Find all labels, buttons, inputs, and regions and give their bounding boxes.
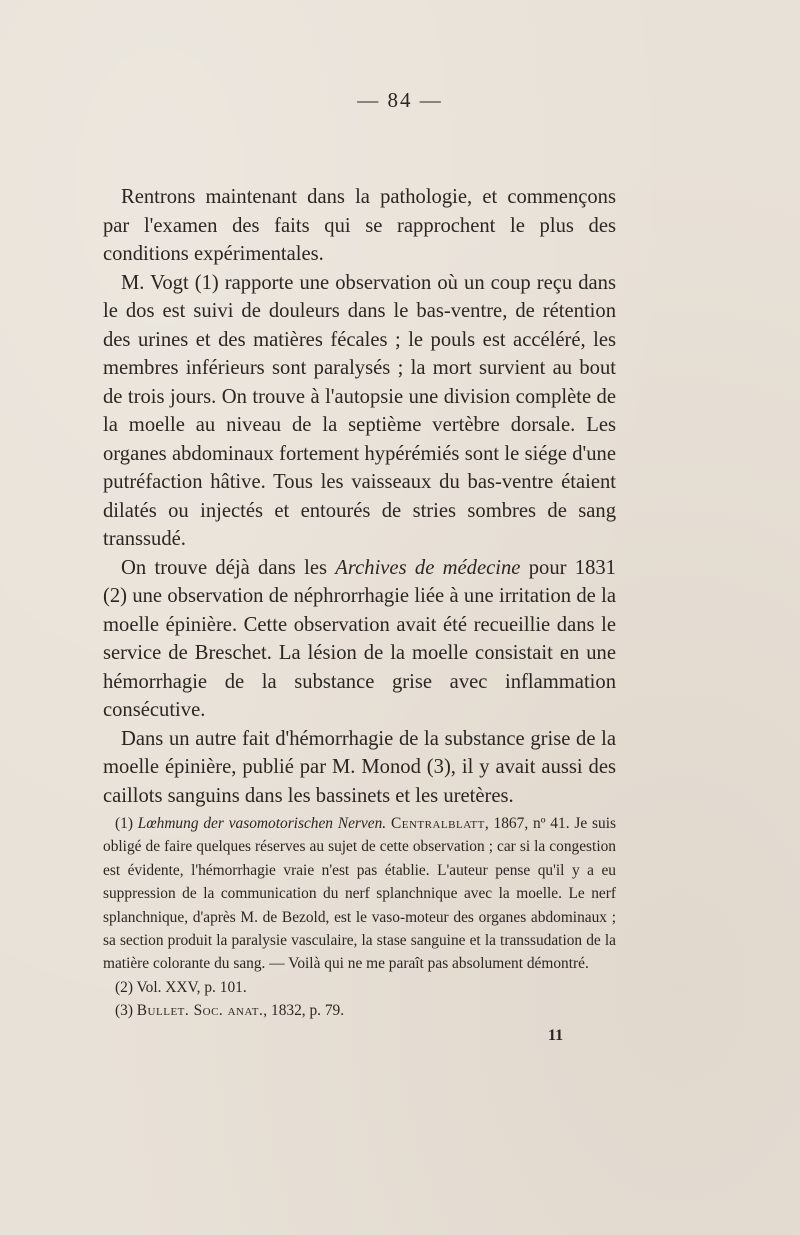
footnote-3 — [103, 999, 616, 1022]
footnote-3-marker: (3) — [115, 1002, 137, 1020]
footnote-1-marker: (1) — [115, 815, 133, 832]
archives-de-medecine-title: Archives de médecine — [335, 556, 521, 579]
footnotes — [103, 812, 616, 1023]
paragraph-3-after: pour 1831 (2) une observation de néphrorrhagie liée à une irritation de la moelle épinière. Cette observation avait été recueillie dans le service de Breschet. La lésion de la moelle consistait en une hémorrhagie de la substance grise avec inflammation consécutive. — [103, 556, 616, 721]
footnote-3-journal: Bullet. Soc. anat. — [136, 1002, 264, 1020]
paragraph-3-before: On trouve déjà dans les — [121, 556, 336, 579]
footnote-1-text: , 1867, nº 41. Je suis obligé de faire quelques réserves au sujet de cette observation ; car si la congestion est évidente, l'hémorrhagie vraie n'est pas établie. L'auteur pense qu'il y a eu suppression de la communication du nerf splanchnique avec la moelle. Le nerf splanchnique, d'après M. de Bezold, est le vaso-moteur des organes abdominaux ; sa section produit la paralysie vasculaire, la stase sanguine et la transsudation de la matière colorante du sang. — Voilà qui ne me paraît pas absolument démontré. — [103, 815, 616, 973]
signature-mark: 11 — [548, 1027, 564, 1044]
page-number: — 84 — — [357, 88, 443, 112]
footnote-1-journal: Centralblatt — [390, 815, 485, 832]
footnote-3-text: , 1832, p. 79. — [263, 1002, 345, 1020]
footnote-2: (2) Vol. XXV, p. 101. — [115, 978, 247, 996]
paragraph-1: Rentrons maintenant dans la pathologie, et commençons par l'examen des faits qui se rapprochent le plus des conditions expérimentales. — [103, 186, 616, 265]
paragraph-4: Dans un autre fait d'hémorrhagie de la substance grise de la moelle épinière, publié par M. Monod (3), il y avait aussi des caillots sanguins dans les bassinets et les uretères. — [103, 727, 616, 807]
footnote-1 — [103, 812, 616, 976]
paragraph-3 — [103, 554, 616, 725]
footnote-1-title: Lœhmung der vasomotorischen Nerven. — [137, 815, 387, 832]
body-text — [103, 183, 616, 810]
paragraph-2: M. Vogt (1) rapporte une observation où un coup reçu dans le dos est suivi de douleurs dans le bas-ventre, de rétention des urines et des matières fécales ; le pouls est accéléré, les membres inférieurs sont paralysés ; la mort survient au bout de trois jours. On trouve à l'autopsie une division complète de la moelle au niveau de la septième vertèbre dorsale. Les organes abdominaux fortement hypérémiés sont le siége d'une putréfaction hâtive. Tous les vaisseaux du bas-ventre étaient dilatés ou injectés et entourés de stries sombres de sang transsudé. — [103, 271, 616, 550]
